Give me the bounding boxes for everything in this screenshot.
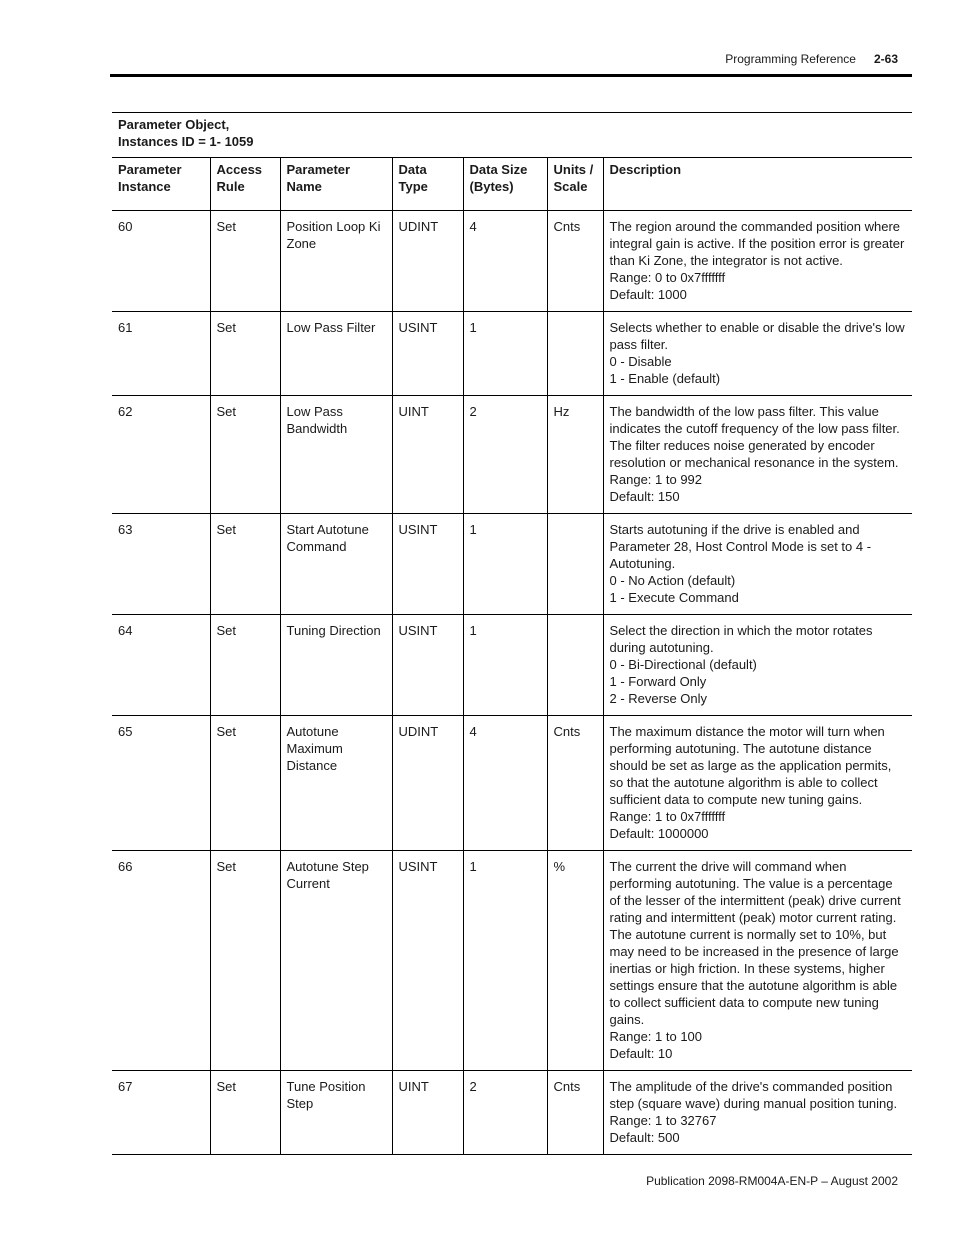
data-size: 4 [463,211,547,312]
param-instance: 63 [112,514,210,615]
description-line: Range: 1 to 992 [609,472,703,487]
param-instance: 60 [112,211,210,312]
description [603,396,912,514]
col-units-scale: Units / Scale [547,158,603,211]
param-name: Start Autotune Command [280,514,392,615]
page-number: 2-63 [873,52,898,66]
page-header [725,52,898,66]
description [603,211,912,312]
object-title-line: Instances ID = 1- 1059 [118,134,254,149]
col-data-size: Data Size (Bytes) [463,158,547,211]
description [603,615,912,716]
description-line: Range: 1 to 0x7fffffff [609,809,726,824]
description-line: Range: 0 to 0x7fffffff [609,270,726,285]
data-type: USINT [392,615,463,716]
col-parameter-name: Parameter Name [280,158,392,211]
object-title-line: Parameter Object, [118,117,230,132]
col-access-rule: Access Rule [210,158,280,211]
description-line: The maximum distance the motor will turn when performing autotuning. The autotune distance should be set as large as the application permits, so that the autotune algorithm is able to collect sufficient data to compute new tuning gains. [609,724,892,807]
description [603,851,912,1071]
description-line: 0 - No Action (default) [609,573,736,588]
param-instance: 64 [112,615,210,716]
param-name: Autotune Maximum Distance [280,716,392,851]
units-scale: Hz [547,396,603,514]
data-type: UINT [392,396,463,514]
publication-footer: Publication 2098-RM004A-EN-P – August 2002 [646,1174,898,1188]
table-row [112,211,912,312]
parameter-table [112,112,912,1155]
column-header-row [112,158,912,211]
units-scale: Cnts [547,716,603,851]
units-scale [547,615,603,716]
description [603,1071,912,1155]
access-rule: Set [210,396,280,514]
data-size: 1 [463,312,547,396]
table-row [112,312,912,396]
param-instance: 66 [112,851,210,1071]
description-line: Select the direction in which the motor rotates during autotuning. [609,623,873,655]
data-size: 2 [463,396,547,514]
description-line: 0 - Disable [609,354,672,369]
param-name: Tuning Direction [280,615,392,716]
description-line: Selects whether to enable or disable the drive's low pass filter. [609,320,905,352]
description-line: Default: 1000 [609,287,687,302]
section-title: Programming Reference [725,52,856,66]
data-type: USINT [392,851,463,1071]
units-scale: Cnts [547,211,603,312]
data-size: 4 [463,716,547,851]
units-scale [547,312,603,396]
param-instance: 62 [112,396,210,514]
description-line: 1 - Enable (default) [609,371,721,386]
access-rule: Set [210,716,280,851]
access-rule: Set [210,851,280,1071]
table-row [112,396,912,514]
data-type: USINT [392,312,463,396]
object-title [112,113,912,158]
description-line: 1 - Forward Only [609,674,707,689]
param-name: Tune Position Step [280,1071,392,1155]
description-line: The current the drive will command when performing autotuning. The value is a percentage of the lesser of the intermittent (peak) drive current rating and intermittent (peak) motor current rating. The autotune current is normally set to 10%, but may need to be increased in the presence of large inertias or high friction. In these systems, higher settings ensure that the autotune algorithm is able to collect sufficient data to compute new tuning gains. [609,859,901,1027]
description-line: The bandwidth of the low pass filter. This value indicates the cutoff frequency of the low pass filter. The filter reduces noise generated by encoder resolution or mechanical resonance in the system. [609,404,900,470]
param-name: Low Pass Filter [280,312,392,396]
param-instance: 61 [112,312,210,396]
units-scale: % [547,851,603,1071]
col-description: Description [603,158,912,211]
description-line: Default: 500 [609,1130,680,1145]
param-instance: 65 [112,716,210,851]
data-type: USINT [392,514,463,615]
access-rule: Set [210,312,280,396]
description-line: The region around the commanded position where integral gain is active. If the position error is greater than Ki Zone, the integrator is not active. [609,219,905,268]
table-row [112,615,912,716]
data-size: 1 [463,615,547,716]
data-type: UDINT [392,211,463,312]
access-rule: Set [210,615,280,716]
data-type: UINT [392,1071,463,1155]
units-scale [547,514,603,615]
description-line: Range: 1 to 100 [609,1029,703,1044]
description-line: Range: 1 to 32767 [609,1113,717,1128]
description [603,514,912,615]
description [603,716,912,851]
table-row [112,514,912,615]
data-type: UDINT [392,716,463,851]
object-title-row [112,113,912,158]
description-line: Default: 10 [609,1046,673,1061]
access-rule: Set [210,211,280,312]
param-name: Low Pass Bandwidth [280,396,392,514]
table-row [112,716,912,851]
description-line: 0 - Bi-Directional (default) [609,657,757,672]
description-line: 2 - Reverse Only [609,691,708,706]
data-size: 2 [463,1071,547,1155]
description-line: Default: 150 [609,489,680,504]
table-row [112,851,912,1071]
param-name: Autotune Step Current [280,851,392,1071]
data-size: 1 [463,851,547,1071]
units-scale: Cnts [547,1071,603,1155]
param-instance: 67 [112,1071,210,1155]
table-row [112,1071,912,1155]
access-rule: Set [210,514,280,615]
description-line: Starts autotuning if the drive is enabled and Parameter 28, Host Control Mode is set to 4 - Autotuning. [609,522,872,571]
description [603,312,912,396]
description-line: The amplitude of the drive's commanded position step (square wave) during manual position tuning. [609,1079,898,1111]
header-rule [110,74,912,77]
data-size: 1 [463,514,547,615]
access-rule: Set [210,1071,280,1155]
description-line: 1 - Execute Command [609,590,739,605]
param-name: Position Loop Ki Zone [280,211,392,312]
col-parameter-instance: Parameter Instance [112,158,210,211]
description-line: Default: 1000000 [609,826,709,841]
col-data-type: Data Type [392,158,463,211]
